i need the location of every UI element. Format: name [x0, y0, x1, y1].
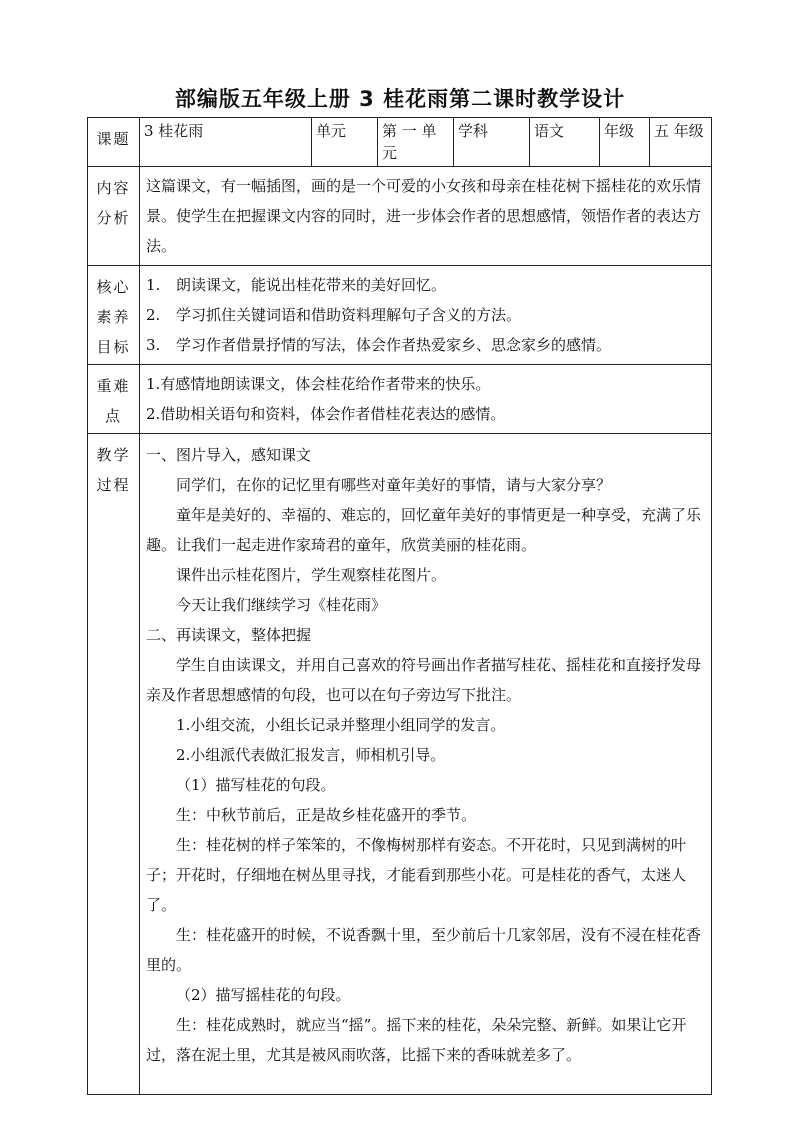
- process-content: [140, 434, 712, 1095]
- section-heading: 一、图片导入，感知课文: [146, 446, 312, 464]
- difficulties-label: 重难点: [88, 365, 140, 434]
- process-paragraph: 童年是美好的、幸福的、难忘的，回忆童年美好的事情更是一种享受，充满了乐趣。让我们一起走进作家琦君的童年，欣赏美丽的桂花雨。: [146, 506, 702, 554]
- goals-label: 核心素养目标: [88, 266, 140, 365]
- section-heading: 二、再读课文，整体把握: [146, 626, 312, 644]
- goals-row: [88, 266, 712, 365]
- process-paragraph: 生：中秋节前后，正是故乡桂花盛开的季节。: [176, 806, 477, 824]
- page-title: 部编版五年级上册 3 桂花雨第二课时教学设计: [174, 87, 626, 111]
- process-paragraph: 生：桂花成熟时，就应当“摇”。摇下来的桂花，朵朵完整、新鲜。如果让它开过，落在泥土里，尤其是被风雨吹落，比摇下来的香味就差多了。: [146, 1016, 687, 1064]
- goal-item: 1. 朗读课文，能说出桂花带来的美好回忆。: [146, 276, 447, 294]
- process-label: 教学过程: [88, 434, 140, 1095]
- process-paragraph: 学生自由读课文，并用自己喜欢的符号画出作者描写桂花、摇桂花和直接抒发母亲及作者思想感情的句段，也可以在句子旁边写下批注。: [146, 656, 702, 704]
- process-paragraph: 生：桂花树的样子笨笨的，不像梅树那样有姿态。不开花时，只见到满树的叶子；开花时，仔细地在树丛里寻找，才能看到那些小花。可是桂花的香气，太迷人了。: [146, 836, 687, 914]
- header-row: [88, 118, 712, 167]
- analysis-row: [88, 167, 712, 266]
- analysis-content: [140, 167, 712, 266]
- unit-value: 第 一 单元: [378, 118, 454, 167]
- difficulty-item: 1.有感情地朗读课文，体会桂花给作者带来的快乐。: [146, 375, 491, 393]
- difficulty-item: 2.借助相关语句和资料，体会作者借桂花表达的感情。: [146, 405, 506, 423]
- subject-label: 学科: [454, 118, 530, 167]
- unit-label: 单元: [312, 118, 378, 167]
- goal-item: 3. 学习作者借景抒情的写法，体会作者热爱家乡、思念家乡的感情。: [146, 336, 612, 354]
- goal-item: 2. 学习抓住关键词语和借助资料理解句子含义的方法。: [146, 306, 522, 324]
- process-paragraph: 1.小组交流，小组长记录并整理小组同学的发言。: [176, 716, 506, 734]
- topic-label: 课题: [88, 118, 140, 167]
- analysis-text: 这篇课文，有一幅插图，画的是一个可爱的小女孩和母亲在桂花树下摇桂花的欢乐情景。使学生在把握课文内容的同时，进一步体会作者的思想感情，领悟作者的表达方法。: [146, 177, 702, 255]
- analysis-label: 内容分析: [88, 167, 140, 266]
- goals-content: [140, 266, 712, 365]
- subject-value: 语文: [530, 118, 600, 167]
- process-row: [88, 434, 712, 1095]
- process-paragraph: （2）描写摇桂花的句段。: [176, 986, 351, 1004]
- lesson-plan-table: [87, 117, 712, 1095]
- process-paragraph: 生：桂花盛开的时候，不说香飘十里，至少前后十几家邻居，没有不浸在桂花香里的。: [146, 926, 702, 974]
- grade-label: 年级: [600, 118, 650, 167]
- difficulties-content: [140, 365, 712, 434]
- process-paragraph: 今天让我们继续学习《桂花雨》: [176, 596, 387, 614]
- grade-value: 五 年级: [650, 118, 712, 167]
- process-paragraph: 课件出示桂花图片，学生观察桂花图片。: [176, 566, 447, 584]
- process-paragraph: （1）描写桂花的句段。: [176, 776, 336, 794]
- process-paragraph: 同学们，在你的记忆里有哪些对童年美好的事情，请与大家分享？: [176, 476, 612, 494]
- process-paragraph: 2.小组派代表做汇报发言，师相机引导。: [176, 746, 446, 764]
- difficulties-row: [88, 365, 712, 434]
- topic-value: 3 桂花雨: [140, 118, 312, 167]
